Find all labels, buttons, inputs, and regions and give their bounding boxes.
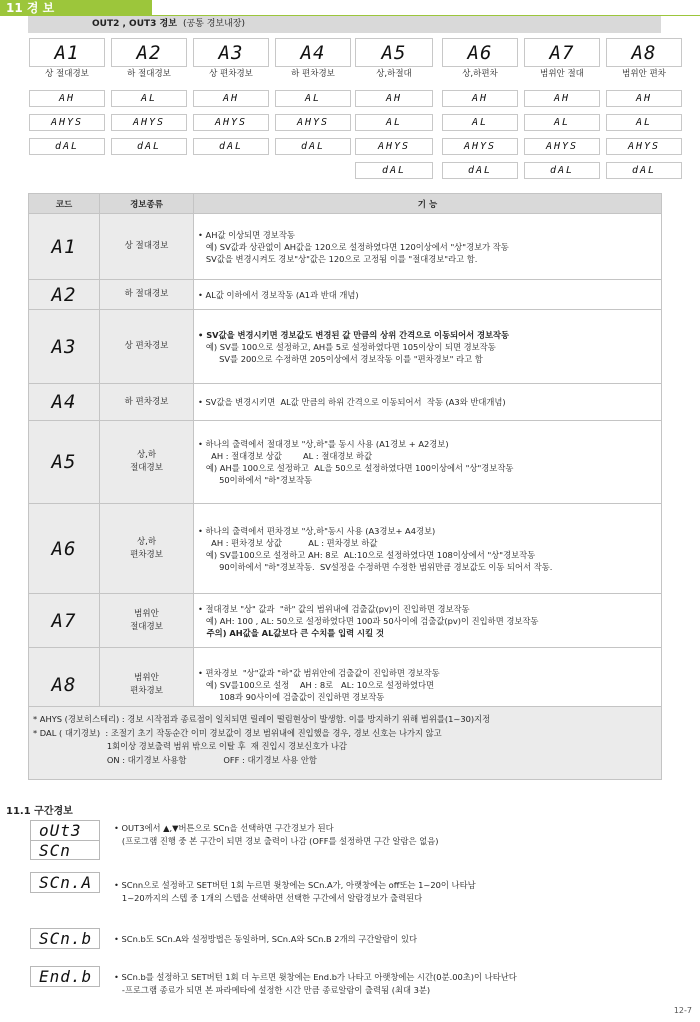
param-cell: AL [111,90,187,107]
description-line: • 절대경보 "상" 값과 "하" 값의 범위내에 검출값(pv)이 진입하면 경보작동 [198,603,470,614]
description-line: AH : 절대경보 상값 AL : 절대경보 하값 [198,451,373,461]
description-line: • SCn.b도 SCn.A와 설정방법은 동일하며, SCn.A와 SCn.B 2개의 구간알람이 있다 [114,934,417,944]
row-type-line: 상 절대경보 [124,241,169,251]
description-line: • SV값을 변경시키면 AL값 만큼의 하위 간격으로 이동되어서 작동 (A3와 반대개념) [198,397,506,407]
row-type-line: 하 편차경보 [124,396,169,407]
segment-display [30,966,100,987]
alarm-code-label: 상,하편차 [462,69,498,79]
alarm-code-cell: A4 [275,38,351,67]
param-cell: AHYS [524,138,600,155]
alarm-code-cell: A8 [606,38,682,67]
row-description [194,504,662,594]
table-row [29,280,662,310]
row-code: A8 [29,648,100,723]
description-line: 예) AH를 100으로 설정하고 AL을 50으로 설정하였다면 100이상에서 "상"경보작동 [198,463,514,473]
alarm-code-cell: A6 [442,38,518,67]
section-header [28,16,661,33]
row-code: A3 [29,310,100,384]
description-line: 주의) AH값을 AL값보다 큰 수치를 입력 시킬 것 [198,627,384,638]
segment-description [114,822,438,847]
param-cell: dAL [193,138,269,155]
table-row [29,384,662,421]
table-header-row [29,194,662,214]
param-cell: AHYS [606,138,682,155]
row-type-line: 편차경보 [130,686,163,696]
row-description [194,384,662,421]
alarm-function-table [28,193,662,723]
segment-code: SCn.b [39,929,93,948]
row-type-line: 절대경보 [130,621,163,632]
alarm-code-cell: A3 [193,38,269,67]
row-type-line: 상 편차경보 [124,341,169,351]
param-cell: AL [606,114,682,131]
description-line: • SV값을 변경시키면 경보값도 변경된 값 만큼의 상위 간격으로 이동되어서 경보작동 [198,329,510,340]
param-cell: AH [524,90,600,107]
param-cell: AHYS [193,114,269,131]
row-code: A4 [29,384,100,421]
alarm-code-cell: A5 [355,38,433,67]
row-type [100,280,194,310]
header-function: 기 능 [194,194,662,214]
table-row [29,504,662,594]
segment-display [30,928,100,949]
alarm-code-cell: A1 [29,38,105,67]
table-row [29,594,662,648]
segment-description [114,971,517,996]
description-line: 예) SV를 100으로 설정하고, AH를 5로 설정하였다면 105이상이 되면 경보작동 [198,341,496,352]
description-line: • SCn.b를 설정하고 SET버턴 1회 더 누르면 윗창에는 End.b가 나타고 아랫창에는 시간(0분.00초)이 나타난다 [114,972,517,982]
description-line: • 하나의 출력에서 절대경보 "상,하"를 동시 사용 (A1경보 + A2경보) [198,439,449,449]
param-cell: AH [442,90,518,107]
row-code: A6 [29,504,100,594]
row-code: A2 [29,280,100,310]
description-line: • SCnn으로 설정하고 SET버턴 1회 누르면 윗창에는 SCn.A가, 아랫창에는 off또는 1~20이 나타남 [114,880,476,890]
alarm-code-cell: A2 [111,38,187,67]
description-line: • OUT3에서 ▲,▼버튼으로 SCn을 선택하면 구간경보가 된다 [114,823,334,833]
description-line: • AH값 이상되면 경보작동 [198,229,295,240]
note-line: * AHYS (경보히스테리) : 경보 시작점과 종료점이 일치되면 릴레이 떨림현상이 발생함. 이를 방지하기 위해 범위를(1~30)지정 [33,714,491,724]
row-code: A1 [29,214,100,280]
row-description [194,421,662,504]
description-line: AH : 편차경보 상값 AL : 편차경보 하값 [198,537,378,548]
param-cell: AHYS [29,114,105,131]
row-description [194,594,662,648]
param-cell: AL [524,114,600,131]
description-line: 108과 90사이에 검출값이 진입하면 경보작동 [198,692,385,702]
description-line: • 편차경보 "상"값과 "하"값 범위안에 검출값이 진입하면 경보작동 [198,668,440,678]
param-cell: dAL [29,138,105,155]
param-cell: dAL [111,138,187,155]
row-type [100,504,194,594]
param-cell: AHYS [442,138,518,155]
section-sub: (공통 경보내장) [182,19,245,29]
chapter-title-bar [0,0,152,16]
description-line: SV를 200으로 수정하면 205이상에서 경보작동 이를 "편차경보" 라고 함 [198,353,483,364]
param-cell: AL [275,90,351,107]
row-type [100,214,194,280]
description-line: 50이하에서 "하"경보작동 [198,475,313,485]
description-line: 예) SV를100으로 설정하고 AH: 8로 AL:10으로 설정하였다면 108이상에서 "상"경보작동 [198,549,536,560]
param-cell: dAL [355,162,433,179]
description-line: 예) SV값과 상관없이 AH값을 120으로 설정하였다면 120이상에서 "상"경보가 작동 [198,241,509,252]
row-type [100,421,194,504]
row-type-line: 절대경보 [130,463,163,473]
segment-description [114,879,476,904]
param-cell: AH [606,90,682,107]
alarm-code-label: 상,하절대 [376,69,412,79]
chapter-title: 11 경 보 [6,1,55,15]
row-description [194,310,662,384]
page-number: 12-7 [673,1006,692,1015]
segment-display [30,820,100,860]
header-code: 코드 [29,194,100,214]
section-label: OUT2 , OUT3 경보 [92,19,177,29]
row-type [100,384,194,421]
param-cell: dAL [442,162,518,179]
alarm-code-label: 범위안 편차 [622,69,666,79]
param-cell: dAL [606,162,682,179]
table-row [29,421,662,504]
alarm-code-label: 하 편차경보 [291,69,335,79]
note-line: 1회이상 경보출력 범위 밖으로 이탈 후 재 진입시 경보신호가 나감 [33,741,347,751]
description-line: • AL값 이하에서 경보작동 (A1과 반대 개념) [198,289,359,300]
row-type-line: 범위안 [134,608,159,619]
param-cell: AHYS [275,114,351,131]
param-cell: AH [355,90,433,107]
param-cell: AL [442,114,518,131]
alarm-code-label: 상 절대경보 [45,69,89,79]
row-type [100,594,194,648]
row-type [100,310,194,384]
alarm-code-cell: A7 [524,38,600,67]
description-line: (프로그램 진행 중 본 구간이 되면 경보 출력이 나감 (OFF를 설정하면 구간 알람은 없음) [114,835,439,846]
row-type-line: 하 절대경보 [124,289,169,299]
param-cell: AL [355,114,433,131]
header-type: 경보종류 [100,194,194,214]
description-line: -프로그램 종료가 되면 본 파라메타에 설정한 시간 만큼 종료알람이 출력됨 (최대 3분) [114,984,431,995]
note-line: ON : 대기경보 사용함 OFF : 대기경보 사용 안함 [33,754,317,765]
table-row [29,310,662,384]
param-cell: AHYS [111,114,187,131]
description-line: 예) SV를100으로 설정 AH : 8로 AL: 10으로 설정하였다면 [198,680,435,690]
subsection-title: 11.1 구간경보 [6,806,73,817]
row-type-line: 편차경보 [130,549,163,560]
row-description [194,214,662,280]
description-line: 1~20까지의 스텝 중 1개의 스텝을 선택하면 선택한 구간에서 알람경보가 출력된다 [114,892,423,903]
row-code: A5 [29,421,100,504]
alarm-code-label: 범위안 절대 [540,69,584,79]
param-cell: AHYS [355,138,433,155]
notes-box [28,706,662,780]
description-line: SV값을 변경시켜도 경보"상"값은 120으로 고정됨 이를 "절대경보"라고 함. [198,253,478,264]
row-type-line: 상,하 [136,450,157,460]
segment-display [30,872,100,893]
param-cell: dAL [275,138,351,155]
param-cell: dAL [524,162,600,179]
description-line: 90이하에서 "하"경보작동. SV설정을 수정하면 수정한 범위만큼 경보값도 이동 되어서 작동. [198,561,553,572]
description-line: 예) AH: 100 , AL: 50으로 설정하였다면 100과 50사이에 검출값(pv)이 진입하면 경보작동 [198,615,539,626]
alarm-code-label: 하 절대경보 [127,69,171,79]
row-description [194,280,662,310]
segment-code: End.b [39,967,93,986]
param-cell: AH [193,90,269,107]
alarm-code-label: 상 편차경보 [209,69,253,79]
segment-code: SCn.A [39,873,93,892]
segment-code: SCn [31,840,99,859]
row-type-line: 상,하 [136,536,157,547]
segment-description [114,933,417,946]
segment-code: oUt3 [39,821,82,840]
row-code: A7 [29,594,100,648]
description-line: • 하나의 출력에서 편차경보 "상,하"동시 사용 (A3경보+ A4경보) [198,525,436,536]
table-row [29,214,662,280]
note-line: * DAL ( 대기경보) : 조절기 초기 작동순간 이미 경보값이 경보 범위내에 진입했을 경우, 경보 신호는 나가지 않고 [33,727,442,738]
param-cell: AH [29,90,105,107]
row-type-line: 범위안 [134,673,159,683]
